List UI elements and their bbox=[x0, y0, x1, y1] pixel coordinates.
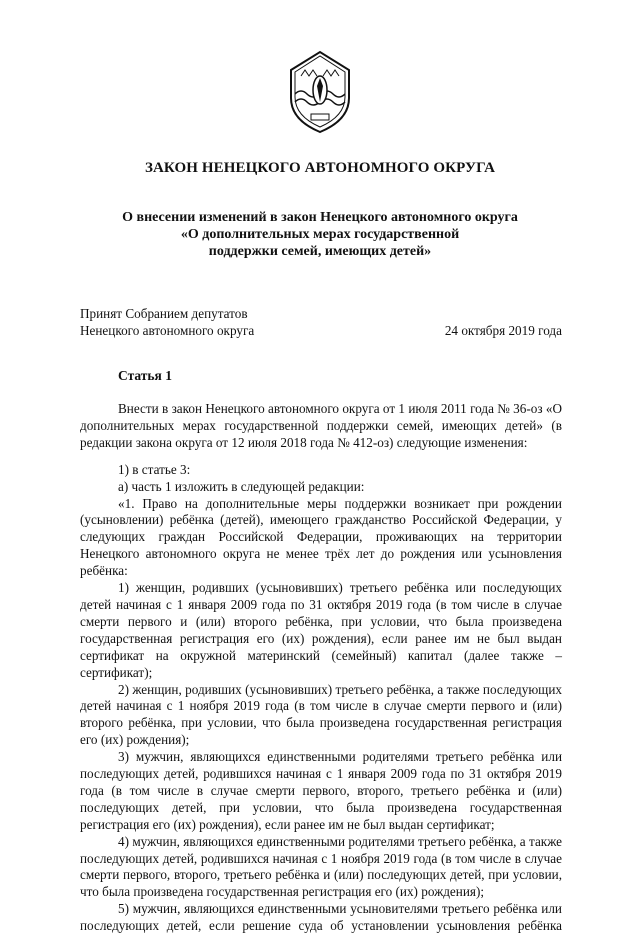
article-heading: Статья 1 bbox=[118, 368, 172, 383]
article-body bbox=[80, 401, 562, 935]
paragraph: 1) в статье 3: bbox=[118, 461, 191, 477]
adopted-by-line: Ненецкого автономного округа bbox=[80, 323, 255, 338]
law-title: ЗАКОН НЕНЕЦКОГО АВТОНОМНОГО ОКРУГА bbox=[144, 160, 496, 176]
paragraph: 5) мужчин, являющихся единственными усыновителями третьего ребёнка или последующих детей, если решение суда об установлении усыновления ребёнка bbox=[80, 901, 562, 934]
adopted-by-line: Принят Собранием депутатов bbox=[80, 306, 248, 321]
paragraph: «1. Право на дополнительные меры поддержки возникает при рождении (усыновлении) ребёнка (детей), имеющего гражданство Российской Федерации, у следующих граждан Российской Федерации, проживающих на территории Ненецкого автономного округа не менее трёх лет до рождения или усыновления ребёнка: bbox=[80, 495, 562, 579]
adoption-date: 24 октября 2019 года bbox=[444, 323, 562, 338]
paragraph: Внести в закон Ненецкого автономного округа от 1 июля 2011 года № 36-оз «О дополнительных мерах государственной поддержки семей, имеющих детей» (в редакции закона округа от 12 июля 2018 года № 412-оз) следующие изменения: bbox=[80, 401, 562, 450]
paragraph: 4) мужчин, являющихся единственными родителями третьего ребёнка, а также последующих детей, родившихся начиная с 1 ноября 2019 года (в том числе в случае смерти первого, второго, третьего ребёнка и (или) последующих детей, при условии, что была произведена государственная регистрация его (их) рождения); bbox=[80, 833, 562, 900]
paragraph: 3) мужчин, являющихся единственными родителями третьего ребёнка или последующих детей, родившихся начиная с 1 января 2009 года по 31 октября 2019 года (в том числе в случае смерти первого, второго, третьего ребёнка и (или) последующих детей, при условии, что была произведена государственная регистрация его (их) рождения), если ранее им не был выдан сертификат; bbox=[80, 749, 562, 832]
subtitle-line: О внесении изменений в закон Ненецкого автономного округа bbox=[122, 210, 518, 225]
subtitle-line: поддержки семей, имеющих детей» bbox=[208, 244, 432, 259]
paragraph: а) часть 1 изложить в следующей редакции: bbox=[118, 478, 365, 494]
nenets-coat-of-arms-icon bbox=[287, 50, 353, 134]
subtitle-line: «О дополнительных мерах государственной bbox=[180, 227, 460, 242]
paragraph: 1) женщин, родивших (усыновивших) третьего ребёнка или последующих детей начиная с 1 января 2009 года по 31 октября 2019 года (в том числе в случае смерти первого и (или) второго ребёнка, при условии, что была произведена государственная регистрация его (их) рождения), если ранее им не был выдан сертификат на окружной материнский (семейный) капитал (далее также – сертификат); bbox=[80, 580, 562, 680]
law-subtitle bbox=[80, 209, 560, 260]
adoption-block bbox=[80, 305, 562, 339]
paragraph: 2) женщин, родивших (усыновивших) третьего ребёнка, а также последующих детей начиная с 1 ноября 2019 года (в том числе в случае смерти первого и (или) второго ребёнка, при условии, что была произведена государственная регистрация его (их) рождения); bbox=[80, 681, 562, 748]
